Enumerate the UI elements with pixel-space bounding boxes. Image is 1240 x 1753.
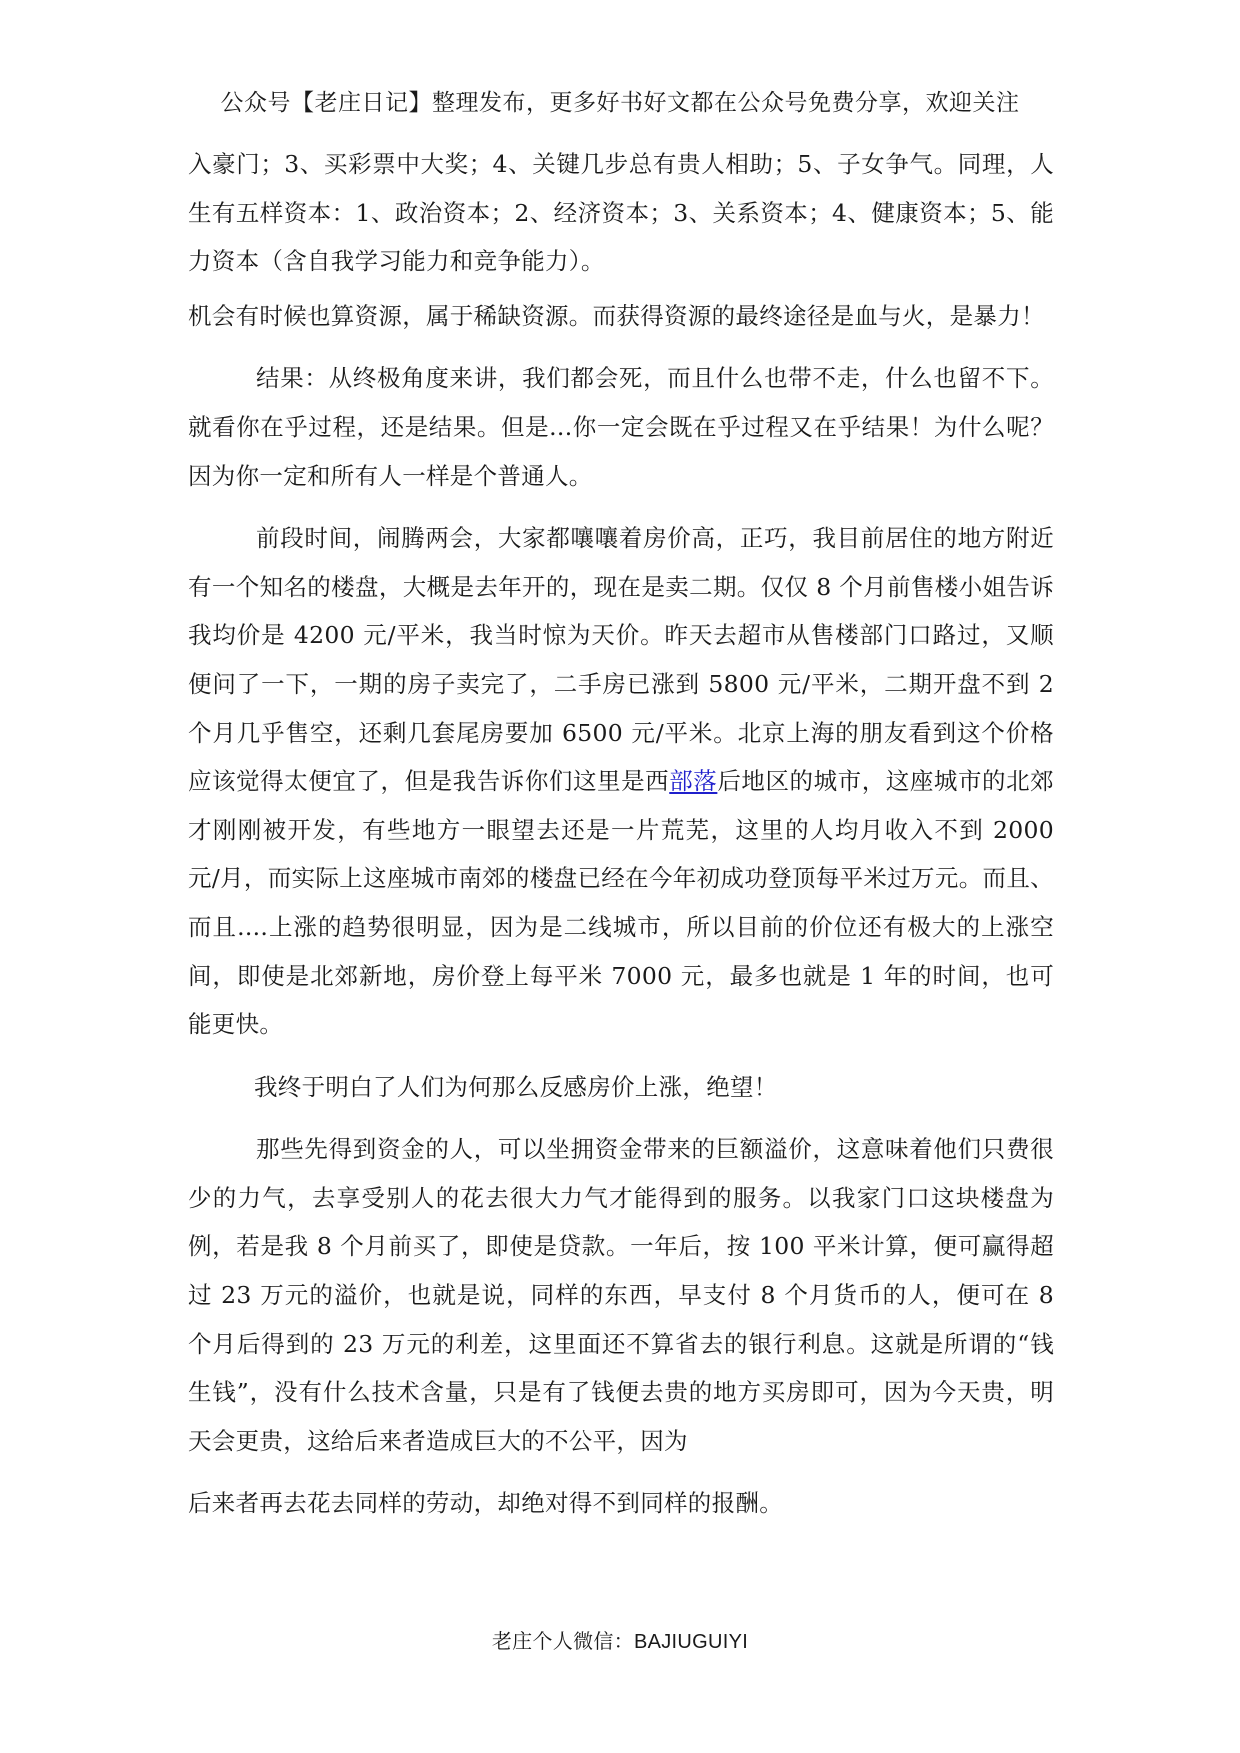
paragraph-text-before-link: 前段时间，闹腾两会，大家都嚷嚷着房价高，正巧，我目前居住的地方附近有一个知名的楼盘，大概是去年开的，现在是卖二期。仅仅 8 个月前售楼小姐告诉我均价是 4200 元/平米，我当时惊为天价。昨天去超市从售楼部门口路过，又顺便问了一下，一期的房子卖完了，二手房已涨到 5800 元/平米，二期开盘不到 2 个月几乎售空，还剩几套尾房要加 6500 元/平米。北京上海的朋友看到这个价格应该觉得太便宜了，但是我告诉你们这里是西: [188, 524, 1054, 796]
paragraph-housing-prices: [188, 514, 1054, 1049]
paragraph-text-after-link: 后地区的城市，这座城市的北郊才刚刚被开发，有些地方一眼望去还是一片荒芜，这里的人均月收入不到 2000 元/月，而实际上这座城市南郊的楼盘已经在今年初成功登顶每平米过万元。而且、而且....上涨的趋势很明显，因为是二线城市，所以目前的价位还有极大的上涨空间，即使是北郊新地，房价登上每平米 7000 元，最多也就是 1 年的时间，也可能更快。: [188, 767, 1054, 1039]
paragraph-capital: 入豪门；3、买彩票中大奖；4、关键几步总有贵人相助；5、子女争气。同理，人生有五样资本：1、政治资本；2、经济资本；3、关系资本；4、健康资本；5、能力资本（含自我学习能力和竞争能力）。: [188, 150, 1054, 276]
paragraph-result: 结果：从终极角度来讲，我们都会死，而且什么也带不走，什么也留不下。就看你在乎过程，还是结果。但是...你一定会既在乎过程又在乎结果！为什么呢？因为你一定和所有人一样是个普通人。: [188, 364, 1054, 490]
paragraph-latecomers: 后来者再去花去同样的劳动，却绝对得不到同样的报酬。: [188, 1489, 783, 1518]
tribe-link[interactable]: 部落: [669, 767, 718, 796]
paragraph-capital-premium: 那些先得到资金的人，可以坐拥资金带来的巨额溢价，这意味着他们只费很少的力气，去享受别人的花去很大力气才能得到的服务。以我家门口这块楼盘为例，若是我 8 个月前买了，即使是贷款。一年后，按 100 平米计算，便可赢得超过 23 万元的溢价，也就是说，同样的东西，早支付 8 个月货币的人，便可在 8 个月后得到的 23 万元的利差，这里面还不算省去的银行利息。这就是所谓的“钱生钱”，没有什么技术含量，只是有了钱便去贵的地方买房即可，因为今天贵，明天会更贵，这给后来者造成巨大的不公平，因为: [188, 1135, 1054, 1455]
paragraph-despair: 我终于明白了人们为何那么反感房价上涨，绝望！: [254, 1072, 778, 1101]
page-footer-wechat: 老庄个人微信：BAJIUGUIYI: [491, 1631, 749, 1653]
page-header-notice: 公众号【老庄日记】整理发布，更多好书好文都在公众号免费分享，欢迎关注: [220, 90, 1020, 116]
paragraph-opportunity: 机会有时候也算资源，属于稀缺资源。而获得资源的最终途径是血与火，是暴力！: [188, 301, 1045, 330]
document-body: [188, 140, 1054, 1528]
